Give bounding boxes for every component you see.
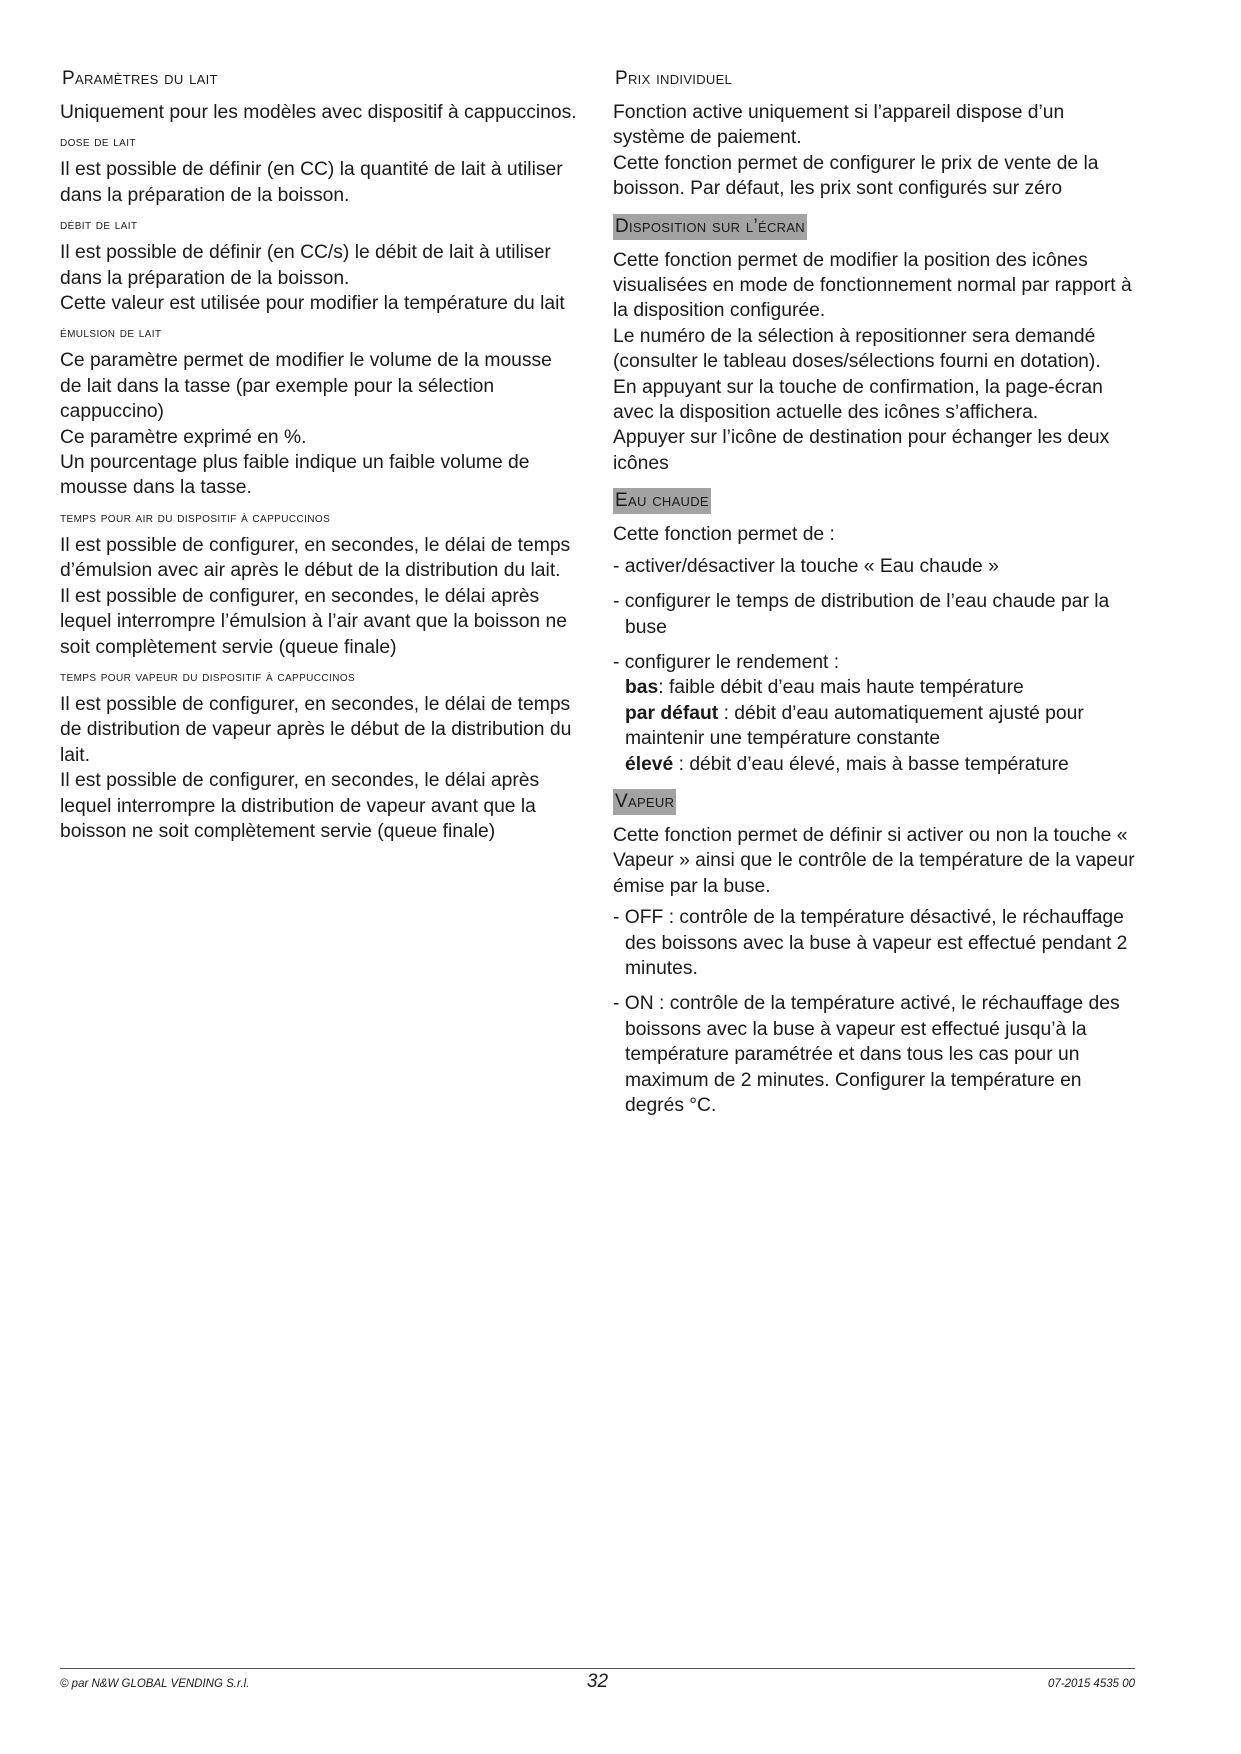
vapeur-bullet-on: - ON : contrôle de la température activé, le réchauffage des boissons avec la buse à vapeur est effectué jusqu’à la température paramétrée et dans tous les cas pour un maximum de 2 minutes. Configurer la température en degrés °C. xyxy=(613,993,1120,1116)
eau-option-eleve xyxy=(613,752,1135,777)
option-text-eleve: : débit d’eau élevé, mais à basse température xyxy=(673,753,1069,775)
footer-copyright: © par N&W GLOBAL VENDING S.r.l. xyxy=(60,1678,250,1690)
subsection-title-emulsion: émulsion de lait xyxy=(60,324,162,341)
option-text-defaut: : débit d’eau automatiquement ajusté pour maintenir une température constante xyxy=(625,702,1084,750)
page-number: 32 xyxy=(586,1671,609,1692)
emulsion-text-1: Ce paramètre permet de modifier le volume de la mousse de lait dans la tasse (par exemple pour la sélection cappuccino) xyxy=(60,350,552,423)
vapeur-bullet-off: - OFF : contrôle de la température désactivé, le réchauffage des boissons avec la buse à vapeur est effectué pendant 2 minutes. xyxy=(613,907,1128,979)
air-text-2: Il est possible de configurer, en secondes, le délai après lequel interrompre l’émulsion à l’air avant que la boisson ne soit complètement servie (queue finale) xyxy=(60,585,567,658)
subsection-title-air: temps pour air du dispositif à cappuccinos xyxy=(60,508,331,525)
eau-bullet-1: - activer/désactiver la touche « Eau chaude » xyxy=(613,555,999,577)
vapeur-intro: Cette fonction permet de définir si activer ou non la touche « Vapeur » ainsi que le contrôle de la température de la vapeur émise par la buse. xyxy=(613,824,1135,897)
left-column xyxy=(60,66,578,844)
subsection-title-dose: dose de lait xyxy=(60,133,136,150)
option-label-eleve: élevé xyxy=(625,753,674,775)
option-text-bas: : faible débit d’eau mais haute température xyxy=(658,677,1024,699)
vapeur-cap-text-2: Il est possible de configurer, en secondes, le délai après lequel interrompre la distribution de vapeur avant que la boisson ne soit complètement servie (queue finale) xyxy=(60,770,540,842)
section-title-eau-chaude: Eau chaude xyxy=(613,488,711,514)
disposition-text-3: En appuyant sur la touche de confirmation, la page-écran avec la disposition actuelle des icônes s’affichera. xyxy=(613,376,1103,424)
vapeur-cap-text-1: Il est possible de configurer, en secondes, le délai de temps de distribution de vapeur après le début de la distribution du lait. xyxy=(60,693,572,766)
debit-text-2: Cette valeur est utilisée pour modifier la température du lait xyxy=(60,293,565,315)
disposition-text-1: Cette fonction permet de modifier la position des icônes visualisées en mode de fonctionnement normal par rapport à la disposition configurée. xyxy=(613,249,1132,322)
disposition-text-2: Le numéro de la sélection à repositionner sera demandé (consulter le tableau doses/sélections fourni en dotation). xyxy=(613,325,1101,373)
option-label-defaut: par défaut xyxy=(625,702,719,724)
section-title-vapeur: Vapeur xyxy=(613,789,676,815)
eau-option-defaut xyxy=(613,701,1135,752)
section-title-prix: Prix individuel xyxy=(615,68,733,89)
prix-text-2: Cette fonction permet de configurer le prix de vente de la boisson. Par défaut, les prix sont configurés sur zéro xyxy=(613,152,1099,200)
subsection-title-debit: débit de lait xyxy=(60,216,138,233)
page-footer xyxy=(60,1668,1135,1692)
intro-text: Uniquement pour les modèles avec dispositif à cappuccinos. xyxy=(60,102,577,123)
section-title-disposition: Disposition sur l’écran xyxy=(613,214,807,240)
dose-text: Il est possible de définir (en CC) la quantité de lait à utiliser dans la préparation de la boisson. xyxy=(60,159,563,206)
air-text-1: Il est possible de configurer, en secondes, le délai de temps d’émulsion avec air après le début de la distribution du lait. xyxy=(60,534,571,582)
emulsion-text-2: Ce paramètre exprimé en %. xyxy=(60,426,307,448)
option-label-bas: bas xyxy=(625,677,659,699)
emulsion-text-3: Un pourcentage plus faible indique un faible volume de mousse dans la tasse. xyxy=(60,452,530,499)
eau-intro: Cette fonction permet de : xyxy=(613,524,835,546)
disposition-text-4: Appuyer sur l’icône de destination pour échanger les deux icônes xyxy=(613,427,1110,474)
document-code: 07-2015 4535 00 xyxy=(1048,1678,1135,1690)
debit-text-1: Il est possible de définir (en CC/s) le débit de lait à utiliser dans la préparation de la boisson. xyxy=(60,242,551,289)
prix-text-1: Fonction active uniquement si l’appareil dispose d’un système de paiement. xyxy=(613,102,1065,149)
eau-option-bas xyxy=(613,675,1135,700)
section-title-parametres-lait: Paramètres du lait xyxy=(62,68,218,89)
eau-bullet-3: - configurer le rendement : xyxy=(613,651,840,673)
eau-bullet-2: - configurer le temps de distribution de l’eau chaude par la buse xyxy=(613,591,1110,638)
subsection-title-vapeur-cappuccino: temps pour vapeur du dispositif à cappuccinos xyxy=(60,667,356,684)
right-column xyxy=(613,66,1135,1128)
